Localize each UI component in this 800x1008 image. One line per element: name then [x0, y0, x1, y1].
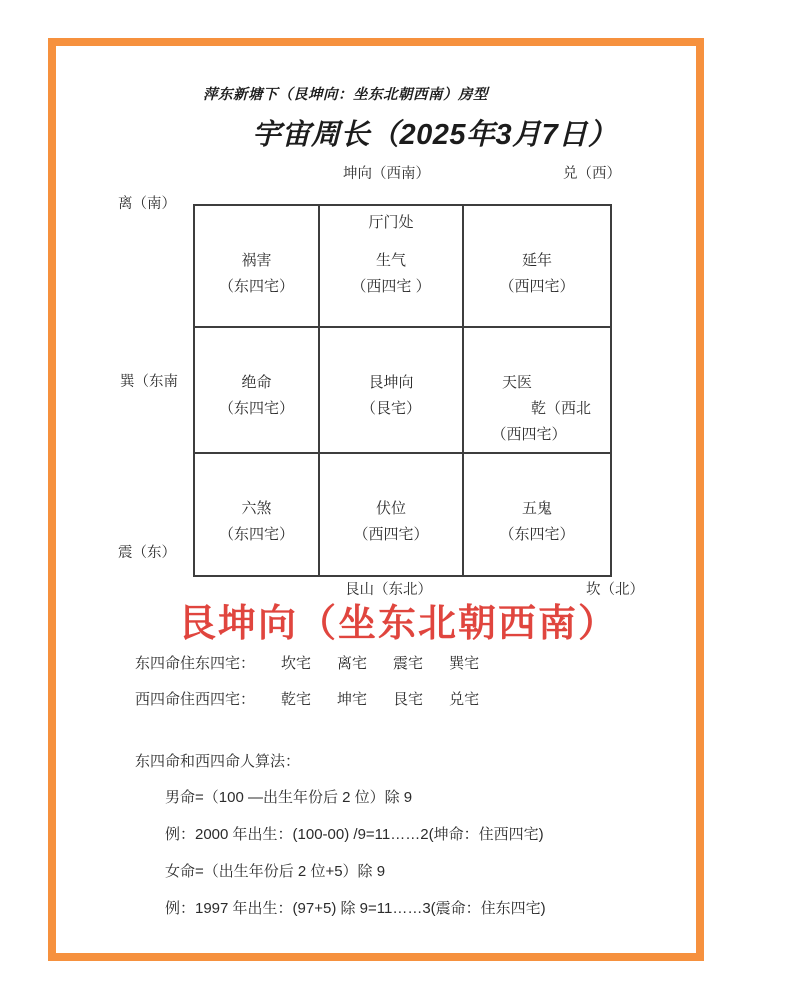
cell-title: 生气	[375, 252, 406, 269]
grid-cell-jueming	[195, 328, 320, 454]
cell-title: 绝命	[241, 374, 272, 391]
cell-title: 五鬼	[521, 500, 552, 517]
house-name: 离宅	[337, 655, 368, 672]
cell-title: 祸害	[241, 252, 272, 269]
cell-subtitle: （艮宅）	[360, 400, 421, 417]
house-subtitle-handwritten: 萍东新塘下（艮坤向：坐东北朝西南）房型	[203, 87, 488, 103]
grid-cell-tianyi	[464, 328, 610, 454]
cell-title: 伏位	[375, 500, 406, 517]
cell-title: 六煞	[241, 500, 272, 517]
cell-subtitle: （东四宅）	[218, 526, 294, 543]
compass-label-east: 震（东）	[118, 545, 176, 561]
west-houses-line	[135, 688, 479, 709]
red-orientation-banner: 艮坤向（坐东北朝西南）	[178, 603, 619, 645]
compass-label-northeast: 艮山（东北）	[345, 582, 432, 598]
algorithm-heading: 东四命和西四命人算法：	[135, 753, 301, 770]
west-houses-label: 西四命住西四宅：	[135, 691, 256, 708]
cell-subtitle: （西四宅）	[353, 526, 429, 543]
page-title-handwritten: 宇宙周长（2025年3月7日）	[252, 119, 618, 151]
algorithm-male-formula: 男命=（100 —出生年份后 2 位）除 9	[165, 789, 413, 806]
grid-cell-huohai	[195, 206, 320, 328]
compass-label-southeast: 巽（东南	[120, 374, 178, 390]
house-name: 巽宅	[449, 655, 480, 672]
algorithm-male-example: 例：2000 年出生：(100-00) /9=11……2(坤命：住西四宅)	[165, 826, 544, 843]
cell-title: 艮坤向	[368, 374, 414, 391]
grid-cell-genkunxiang	[320, 328, 464, 454]
house-name: 震宅	[393, 655, 424, 672]
compass-label-south: 离（南）	[118, 196, 176, 212]
house-name: 兑宅	[449, 691, 480, 708]
compass-label-west: 兑（西）	[563, 166, 621, 182]
grid-cell-yannian	[464, 206, 610, 328]
grid-cell-liusha	[195, 454, 320, 575]
cell-subtitle: （西四宅）	[499, 278, 575, 295]
house-name: 坎宅	[281, 655, 312, 672]
nine-palace-grid	[193, 204, 612, 577]
compass-label-northwest: 乾（西北	[530, 400, 591, 417]
grid-cell-fuwei	[320, 454, 464, 575]
cell-title: 天医	[501, 374, 532, 391]
cell-title: 延年	[521, 252, 552, 269]
east-houses-label: 东四命住东四宅：	[135, 655, 256, 672]
east-houses-line	[135, 652, 479, 673]
cell-subtitle: （西四宅 ）	[351, 278, 431, 295]
house-name: 艮宅	[393, 691, 424, 708]
grid-cell-wugui	[464, 454, 610, 575]
hall-door-label: 厅门处	[368, 214, 414, 231]
algorithm-female-formula: 女命=（出生年份后 2 位+5）除 9	[165, 863, 386, 880]
grid-cell-shengqi	[320, 206, 464, 328]
cell-subtitle: （东四宅）	[218, 400, 294, 417]
house-name: 乾宅	[281, 691, 312, 708]
house-name: 坤宅	[337, 691, 368, 708]
cell-subtitle: （西四宅）	[491, 426, 567, 443]
cell-subtitle: （东四宅）	[499, 526, 575, 543]
algorithm-female-example: 例：1997 年出生：(97+5) 除 9=11……3(震命：住东四宅)	[165, 900, 546, 917]
compass-label-north: 坎（北）	[586, 582, 644, 598]
compass-label-southwest: 坤向（西南）	[343, 166, 430, 182]
cell-subtitle: （东四宅）	[218, 278, 294, 295]
